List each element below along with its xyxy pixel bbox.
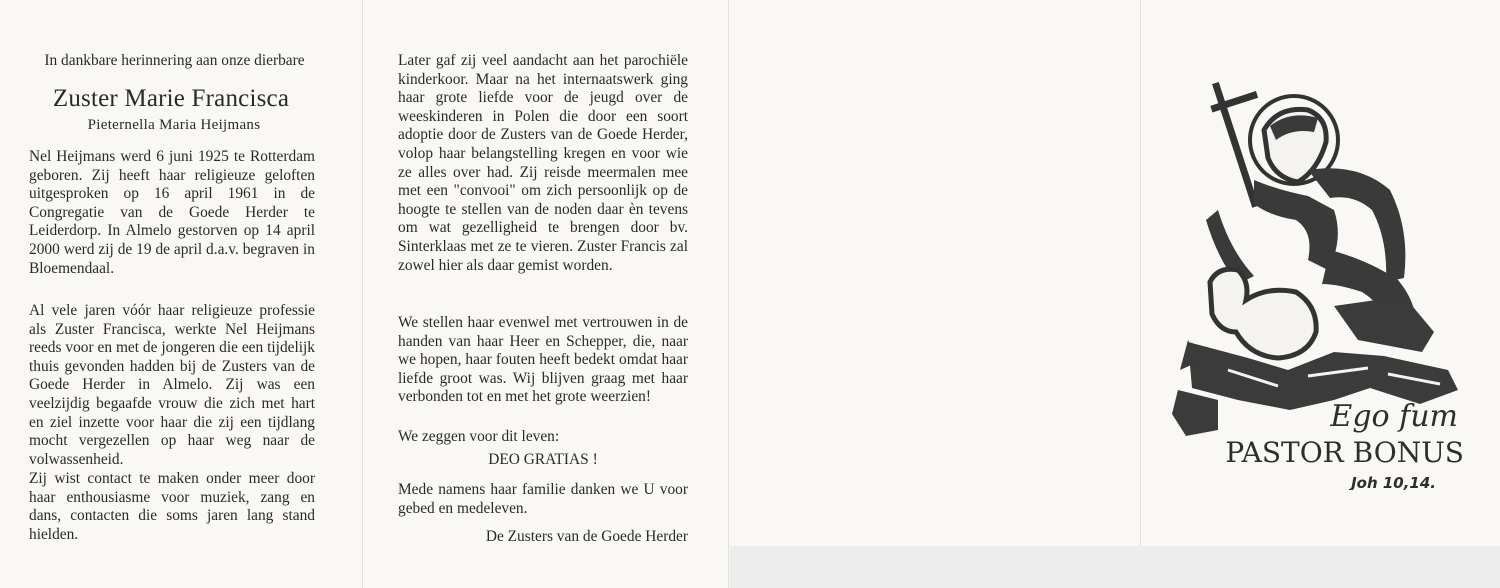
text-paragraph-2: We stellen haar evenwel met vertrouwen in de handen van haar Heer en Schepper, die, naar we hopen, haar fouten heeft bedekt omdat haar liefde groot was. Wij blijven graag met haar verbonden tot en met het grote weerzien! bbox=[398, 314, 688, 406]
fold-line bbox=[728, 0, 729, 588]
scan-margin bbox=[730, 546, 1500, 588]
intro-line: In dankbare herinnering aan onze dierbare bbox=[44, 52, 305, 69]
caption-line-2: PASTOR BONUS bbox=[1225, 436, 1464, 469]
fold-line bbox=[362, 0, 363, 588]
biography-paragraph-2: Al vele jaren vóór haar religieuze professie als Zuster Francisca, werkte Nel Heijmans reeds voor en met de jongeren die een tijdelijk thuis gevonden hadden bij de Zusters van de Goede Herder in Almelo. Zij was een veelzijdig begaafde vrouw die zich met hart en ziel inzette voor haar die zij een tijdlang mocht vergezellen op haar weg naar de volwassenheid. bbox=[29, 302, 315, 468]
biography-paragraph-3: Zij wist contact te maken onder meer door haar enthousiasme voor muziek, zang en dans, contacten die soms jaren lang stand hielden. bbox=[29, 470, 315, 543]
birth-name: Pieternella Maria Heijmans bbox=[87, 117, 261, 133]
blank-panel bbox=[730, 0, 1140, 588]
good-shepherd-woodcut bbox=[1158, 70, 1488, 490]
scripture-reference: Joh 10,14. bbox=[1351, 474, 1436, 490]
prayer-line: We zeggen voor dit leven: bbox=[398, 428, 560, 445]
middle-panel bbox=[366, 0, 728, 588]
signature-line: De Zusters van de Goede Herder bbox=[485, 528, 688, 545]
lamb-figure bbox=[1210, 269, 1316, 358]
left-panel bbox=[0, 0, 360, 588]
text-paragraph-3: Mede namens haar familie danken we U voor gebed en medeleven. bbox=[398, 481, 688, 517]
text-paragraph-1: Later gaf zij veel aandacht aan het parochiële kinderkoor. Maar na het internaatswerk ging haar grote liefde voor de jeugd over de weeskinderen in Polen die door een soort adoptie door de Zusters van de Goede Herder, volop haar belangstelling kregen en voor wie ze alles over had. Zij reisde meermalen mee met een "convooi" om zich persoonlijk op de hoogte te stellen van de noden daar èn tevens om wat gezelligheid te brengen door bv. Sinterklaas met ze te vieren. Zuster Francis zal zowel hier als daar gemist worden. bbox=[398, 52, 688, 274]
deo-gratias: DEO GRATIAS ! bbox=[488, 451, 598, 468]
caption-line-1: Ego fum bbox=[1330, 399, 1458, 434]
deceased-name: Zuster Marie Francisca bbox=[52, 85, 290, 112]
image-panel bbox=[1140, 0, 1500, 588]
biography-paragraph-1: Nel Heijmans werd 6 juni 1925 te Rotterdam geboren. Zij heeft haar religieuze geloften uitgesproken op 16 april 1961 in de Congregatie van de Goede Herder te Leiderdorp. In Almelo gestorven op 14 april 2000 werd zij de 19 de april d.a.v. begraven in Bloemendaal. bbox=[29, 148, 315, 277]
